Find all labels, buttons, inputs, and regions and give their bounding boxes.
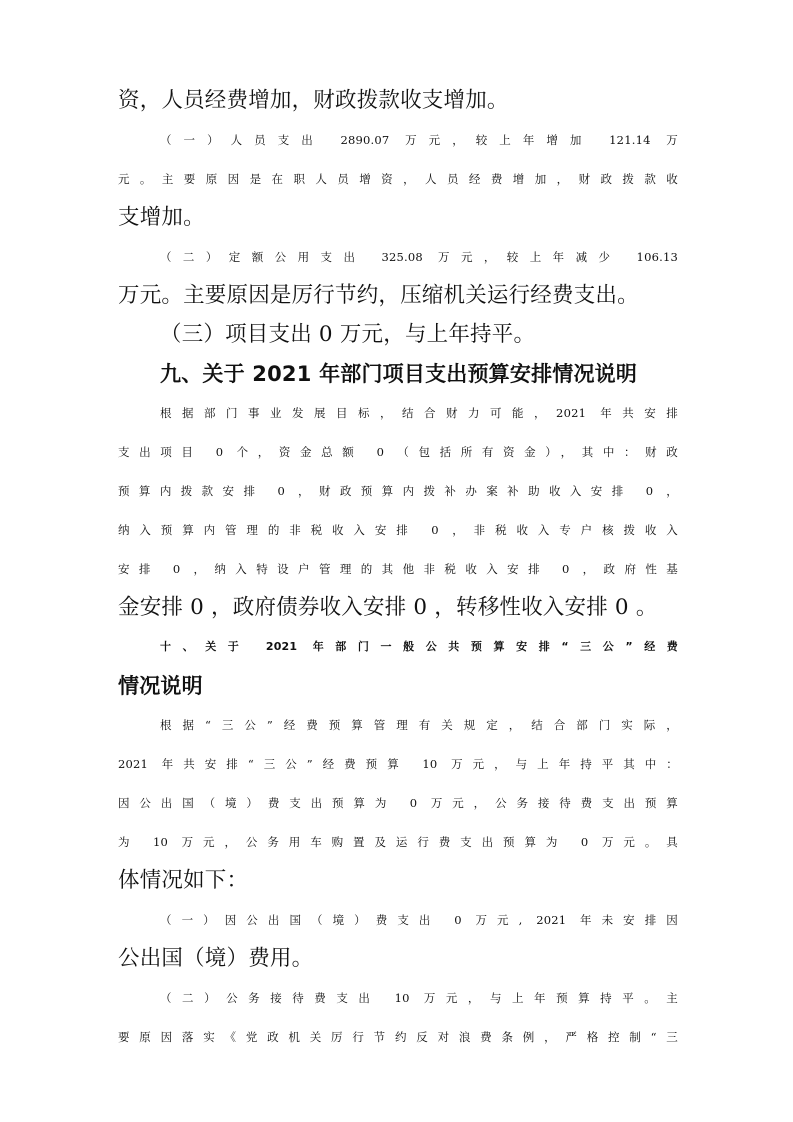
paragraph-line: 体情况如下： <box>118 868 249 893</box>
paragraph-line: （三）项目支出 0 万元，与上年持平。 <box>160 322 536 347</box>
paragraph-line: （一）人员支出 2890.07 万元，较上年增加 121.14 万 <box>160 133 678 147</box>
paragraph-line: 纳入预算内管理的非税收入安排 0 ，非税收入专户核拨收入 <box>118 523 678 537</box>
paragraph-line: 支出项目 0 个，资金总额 0 （包括所有资金），其中：财政 <box>118 445 678 459</box>
paragraph-line: 元。主要原因是在职人员增资，人员经费增加，财政拨款收 <box>118 172 678 186</box>
paragraph-line: 2021 年共安排“三公”经费预算 10 万元，与上年持平其中： <box>118 757 678 771</box>
paragraph-line: 因公出国（境）费支出预算为 0 万元，公务接待费支出预算 <box>118 796 678 810</box>
paragraph-line: 支增加。 <box>118 205 205 230</box>
paragraph-line: 为 10 万元，公务用车购置及运行费支出预算为 0 万元。具 <box>118 835 678 849</box>
section-heading: 情况说明 <box>118 674 203 698</box>
paragraph-line: 安排 0 ，纳入特设户管理的其他非税收入安排 0 ，政府性基 <box>118 562 678 576</box>
paragraph-line: （二）定额公用支出 325.08 万元，较上年减少 106.13 <box>160 250 678 264</box>
paragraph-line: （二）公务接待费支出 10 万元，与上年预算持平。主 <box>160 991 678 1005</box>
paragraph-line: 资，人员经费增加，财政拨款收支增加。 <box>118 88 509 113</box>
paragraph-line: 公出国（境）费用。 <box>118 946 314 971</box>
paragraph-line: （一）因公出国（境）费支出 0 万元, 2021 年未安排因 <box>160 913 678 927</box>
paragraph-line: 根据部门事业发展目标，结合财力可能，2021 年共安排 <box>160 406 678 420</box>
section-heading: 九、关于 2021 年部门项目支出预算安排情况说明 <box>160 362 638 386</box>
paragraph-line: 万元。主要原因是厉行节约，压缩机关运行经费支出。 <box>118 283 639 308</box>
paragraph-line: 要原因落实《党政机关厉行节约反对浪费条例，严格控制“三 <box>118 1030 678 1044</box>
section-heading: 十、关于 2021 年部门一般公共预算安排“三公”经费 <box>160 640 678 653</box>
paragraph-line: 预算内拨款安排 0 ，财政预算内拨补办案补助收入安排 0 ， <box>118 484 678 498</box>
paragraph-line: 金安排 0 ，政府债券收入安排 0 ，转移性收入安排 0 。 <box>118 595 658 620</box>
paragraph-line: 根据“三公”经费预算管理有关规定，结合部门实际， <box>160 718 678 732</box>
